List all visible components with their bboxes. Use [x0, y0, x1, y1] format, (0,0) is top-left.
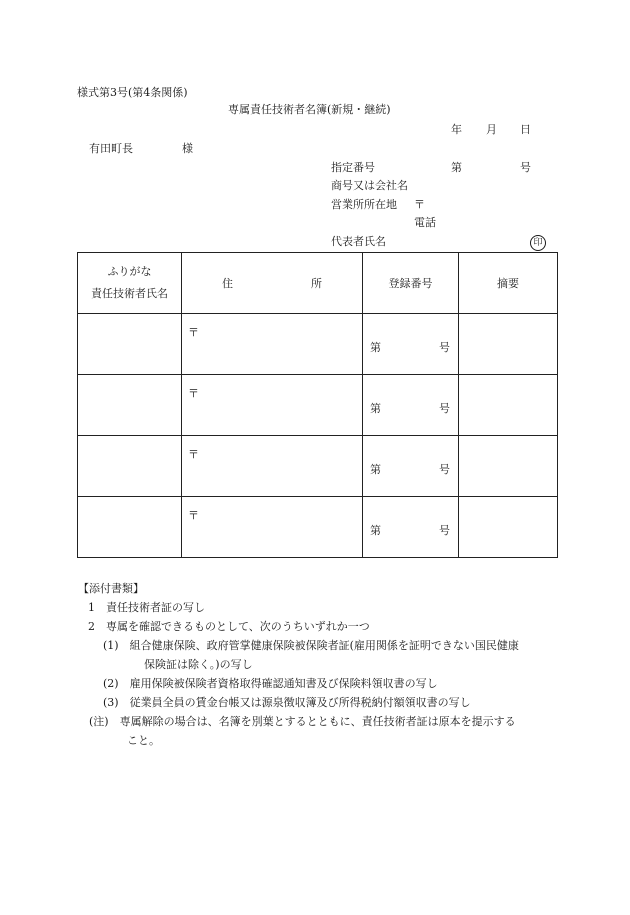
phone-label: 電話: [414, 216, 436, 229]
postal-mark: 〒: [188, 326, 199, 339]
remarks-cell[interactable]: [459, 436, 558, 497]
registration-cell[interactable]: [363, 314, 459, 375]
reg-dai: 第: [370, 341, 381, 354]
table-row: [78, 314, 558, 375]
date-year: 年: [451, 123, 462, 136]
header-address: [182, 253, 363, 314]
registration-cell[interactable]: [363, 436, 459, 497]
header-address-char1: 住: [222, 277, 233, 290]
remarks-cell[interactable]: [459, 497, 558, 558]
attachment-subitem-2: (2) 雇用保険被保険者資格取得確認通知書及び保険料領収書の写し: [103, 677, 438, 690]
attachment-subitem-1-cont: 保険証は除く。)の写し: [144, 658, 253, 671]
designation-label: 指定番号: [331, 161, 375, 174]
postal-mark: 〒: [188, 509, 199, 522]
postal-mark: 〒: [188, 387, 199, 400]
name-cell[interactable]: [78, 375, 182, 436]
registration-cell[interactable]: [363, 375, 459, 436]
attachments-heading: 【添付書類】: [78, 582, 144, 595]
header-engineer-name: 責任技術者氏名: [91, 287, 168, 300]
seal-mark: 印: [530, 235, 546, 251]
attachment-item-2: 2 専属を確認できるものとして、次のうちいずれか一つ: [88, 620, 370, 633]
attachments-list: [78, 579, 519, 750]
note-line: (注) 専属解除の場合は、名簿を別葉とするとともに、責任技術者証は原本を提示する: [89, 715, 516, 728]
note-line-cont: こと。: [127, 734, 160, 747]
header-furigana: ふりがな: [107, 265, 152, 278]
header-address-char2: 所: [311, 277, 322, 290]
office-label: 営業所所在地: [331, 198, 397, 211]
reg-go: 号: [439, 524, 450, 537]
designation-go: 号: [520, 161, 531, 174]
form-number: 様式第3号(第4条関係): [77, 86, 188, 99]
addressee-honorific: 様: [182, 142, 193, 155]
address-cell[interactable]: [182, 375, 363, 436]
attachment-subitem-1: (1) 組合健康保険、政府管掌健康保険被保険者証(雇用関係を証明できない国民健康: [103, 639, 519, 652]
engineer-registry-table: [77, 252, 558, 558]
representative-label: 代表者氏名: [331, 235, 386, 248]
reg-dai: 第: [370, 402, 381, 415]
address-cell[interactable]: [182, 314, 363, 375]
name-cell[interactable]: [78, 314, 182, 375]
header-remarks: 摘要: [459, 253, 558, 314]
table-row: [78, 375, 558, 436]
address-cell[interactable]: [182, 436, 363, 497]
header-registration-number: 登録番号: [363, 253, 459, 314]
addressee-name: 有田町長: [89, 142, 133, 155]
designation-dai: 第: [451, 161, 462, 174]
name-cell[interactable]: [78, 436, 182, 497]
reg-dai: 第: [370, 524, 381, 537]
company-label: 商号又は会社名: [331, 179, 408, 192]
table-row: [78, 497, 558, 558]
table-row: [78, 436, 558, 497]
office-postal-mark: 〒: [414, 198, 425, 211]
address-cell[interactable]: [182, 497, 363, 558]
attachment-subitem-3: (3) 従業員全員の賃金台帳又は源泉徴収簿及び所得税納付額領収書の写し: [103, 696, 471, 709]
reg-dai: 第: [370, 463, 381, 476]
registration-cell[interactable]: [363, 497, 459, 558]
date-day: 日: [520, 123, 531, 136]
postal-mark: 〒: [188, 448, 199, 461]
name-cell[interactable]: [78, 497, 182, 558]
reg-go: 号: [439, 463, 450, 476]
remarks-cell[interactable]: [459, 375, 558, 436]
date-month: 月: [486, 123, 497, 136]
reg-go: 号: [439, 341, 450, 354]
remarks-cell[interactable]: [459, 314, 558, 375]
reg-go: 号: [439, 402, 450, 415]
header-name: [78, 253, 182, 314]
document-title: 専属責任技術者名簿(新規・継続): [228, 103, 391, 116]
attachment-item-1: 1 責任技術者証の写し: [88, 601, 205, 614]
table-header-row: [78, 253, 558, 314]
